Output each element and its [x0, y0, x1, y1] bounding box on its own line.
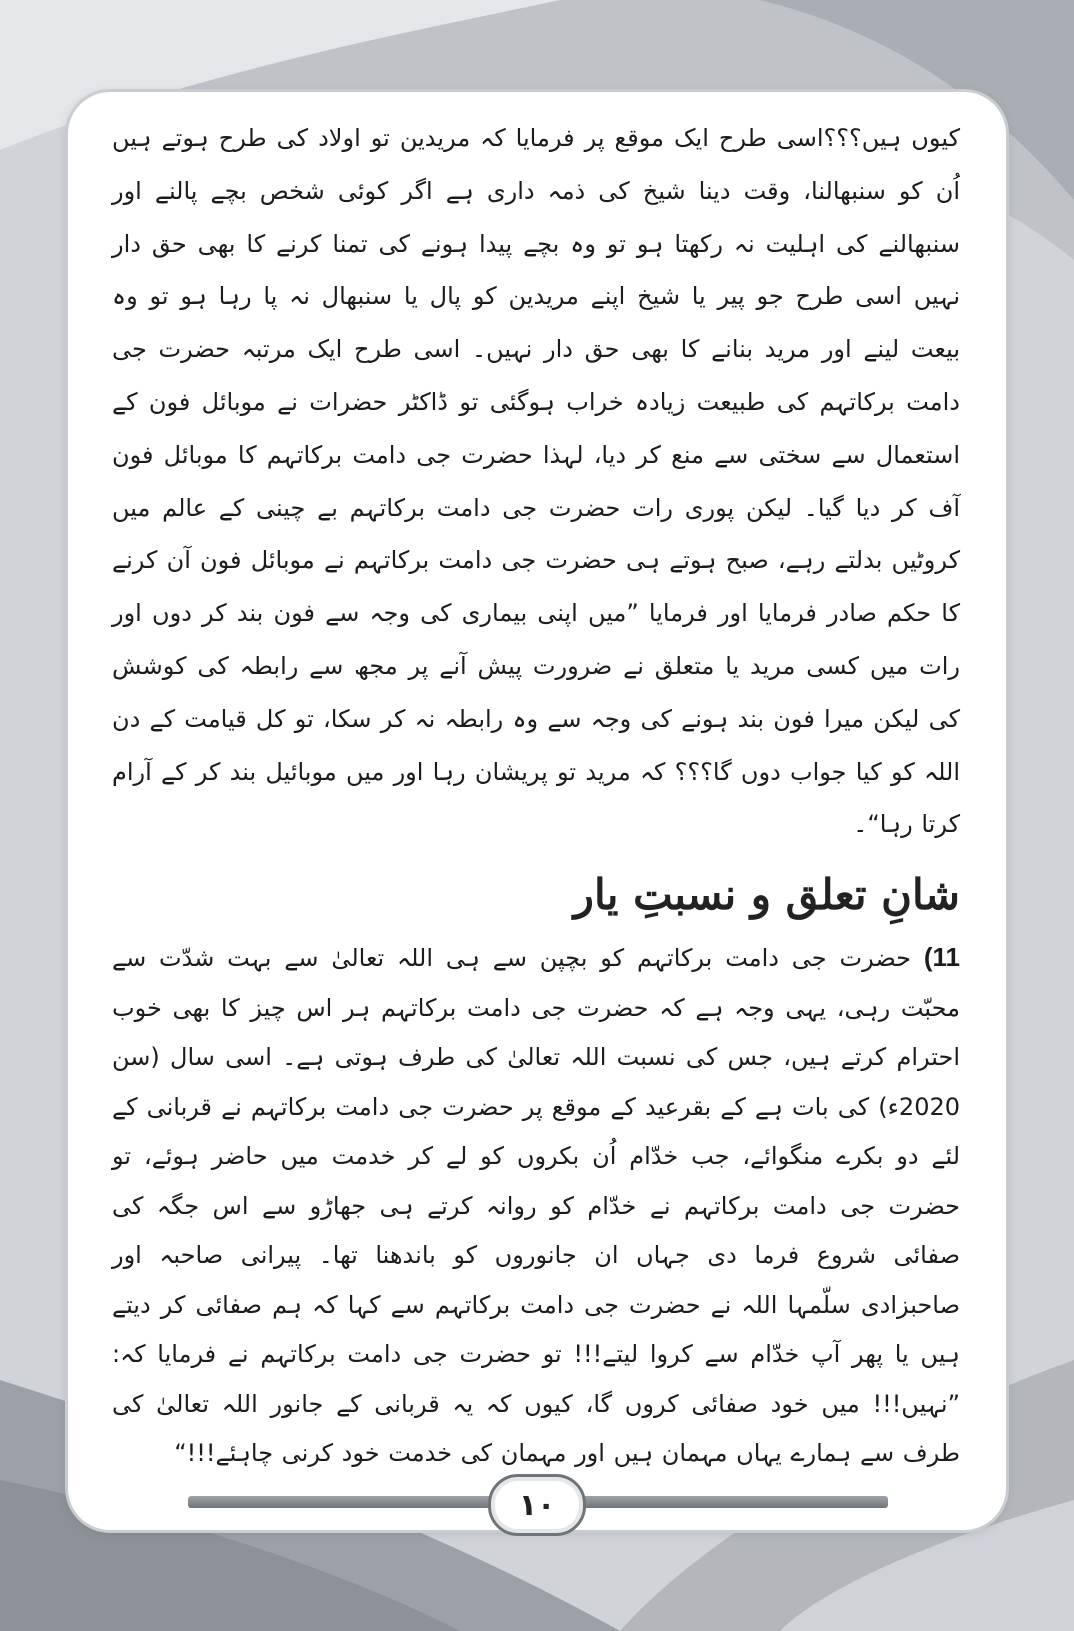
paragraph-number: 11): [923, 942, 960, 973]
page-number: ۱۰: [518, 1487, 556, 1523]
page-content: [112, 112, 960, 1479]
page-number-badge: [488, 1474, 586, 1536]
paragraph-1: کیوں ہیں؟؟؟اسی طرح ایک موقع پر فرمایا کہ مریدین تو اولاد کی طرح ہوتے ہیں اُن کو سنبھالنا، وقت دینا شیخ کی ذمہ داری ہے اگر کوئی شخص بچے پالنے اور سنبھالنے کی اہلیت نہ رکھتا ہو تو وہ بچے پیدا ہونے کی تمنا کرنے کا بھی حق دار نہیں اسی طرح جو پیر یا شیخ اپنے مریدین کو پال یا سنبھال نہ پا رہا ہو تو وہ بیعت لینے اور مرید بنانے کا بھی حق دار نہیں۔ اسی طرح ایک مرتبہ حضرت جی دامت برکاتہم کی طبیعت زیادہ خراب ہوگئی تو ڈاکٹر حضرات نے موبائل فون کے استعمال سے سختی سے منع کر دیا، لہذا حضرت جی دامت برکاتہم کا موبائل فون آف کر دیا گیا۔ لیکن پوری رات حضرت جی دامت برکاتہم بے چینی کے عالم میں کروٹیں بدلتے رہے، صبح ہوتے ہی حضرت جی دامت برکاتہم نے موبائل فون آن کرنے کا حکم صادر فرمایا اور فرمایا ”میں اپنی بیماری کی وجہ سے فون بند کر دوں اور رات میں کسی مرید یا متعلق نے ضرورت پیش آنے پر مجھ سے رابطہ کی کوشش کی لیکن میرا فون بند ہونے کی وجہ سے وہ رابطہ نہ کر سکا، تو کل قیامت کے دن اللہ کو کیا جواب دوں گا؟؟؟ کہ مرید تو پریشان رہا اور میں موبائیل بند کر کے آرام کرتا رہا“۔: [112, 124, 960, 839]
paragraph-2-text: حضرت جی دامت برکاتہم کو بچپن سے ہی اللہ تعالیٰ سے بہت شدّت سے محبّت رہی، یہی وجہ ہے کہ حضرت جی دامت برکاتہم ہر اس چیز کا بھی خوب احترام کرتے ہیں، جس کی نسبت اللہ تعالیٰ کی طرف ہوتی ہے۔ اسی سال (سن 2020ء) کی بات ہے کے بقرعید کے موقع پر حضرت جی دامت برکاتہم نے قربانی کے لئے دو بکرے منگوائے، جب خدّام اُن بکروں کو لے کر خدمت میں حاضر ہوئے، تو حضرت جی دامت برکاتہم نے خدّام کو روانہ کرتے ہی جھاڑو سے اس جگہ کی صفائی شروع فرما دی جہاں ان جانوروں کو باندھنا تھا۔ پیرانی صاحبہ اور صاحبزادی سلّمہا اللہ نے حضرت جی دامت برکاتہم سے کہا کہ ہم صفائی کر دیتے ہیں یا پھر آپ خدّام سے کروا لیتے!!! تو حضرت جی دامت برکاتہم نے فرمایا کہ: ”نہیں!!! میں خود صفائی کروں گا، کیوں کہ یہ قربانی کے جانور اللہ تعالیٰ کی طرف سے ہمارے یہاں مہمان ہیں اور مہمان کی خدمت خود کرنی چاہئے!!!“: [112, 944, 960, 1468]
paragraph-2: [112, 933, 960, 1479]
section-heading: شانِ تعلق و نسبتِ یار: [573, 870, 960, 920]
